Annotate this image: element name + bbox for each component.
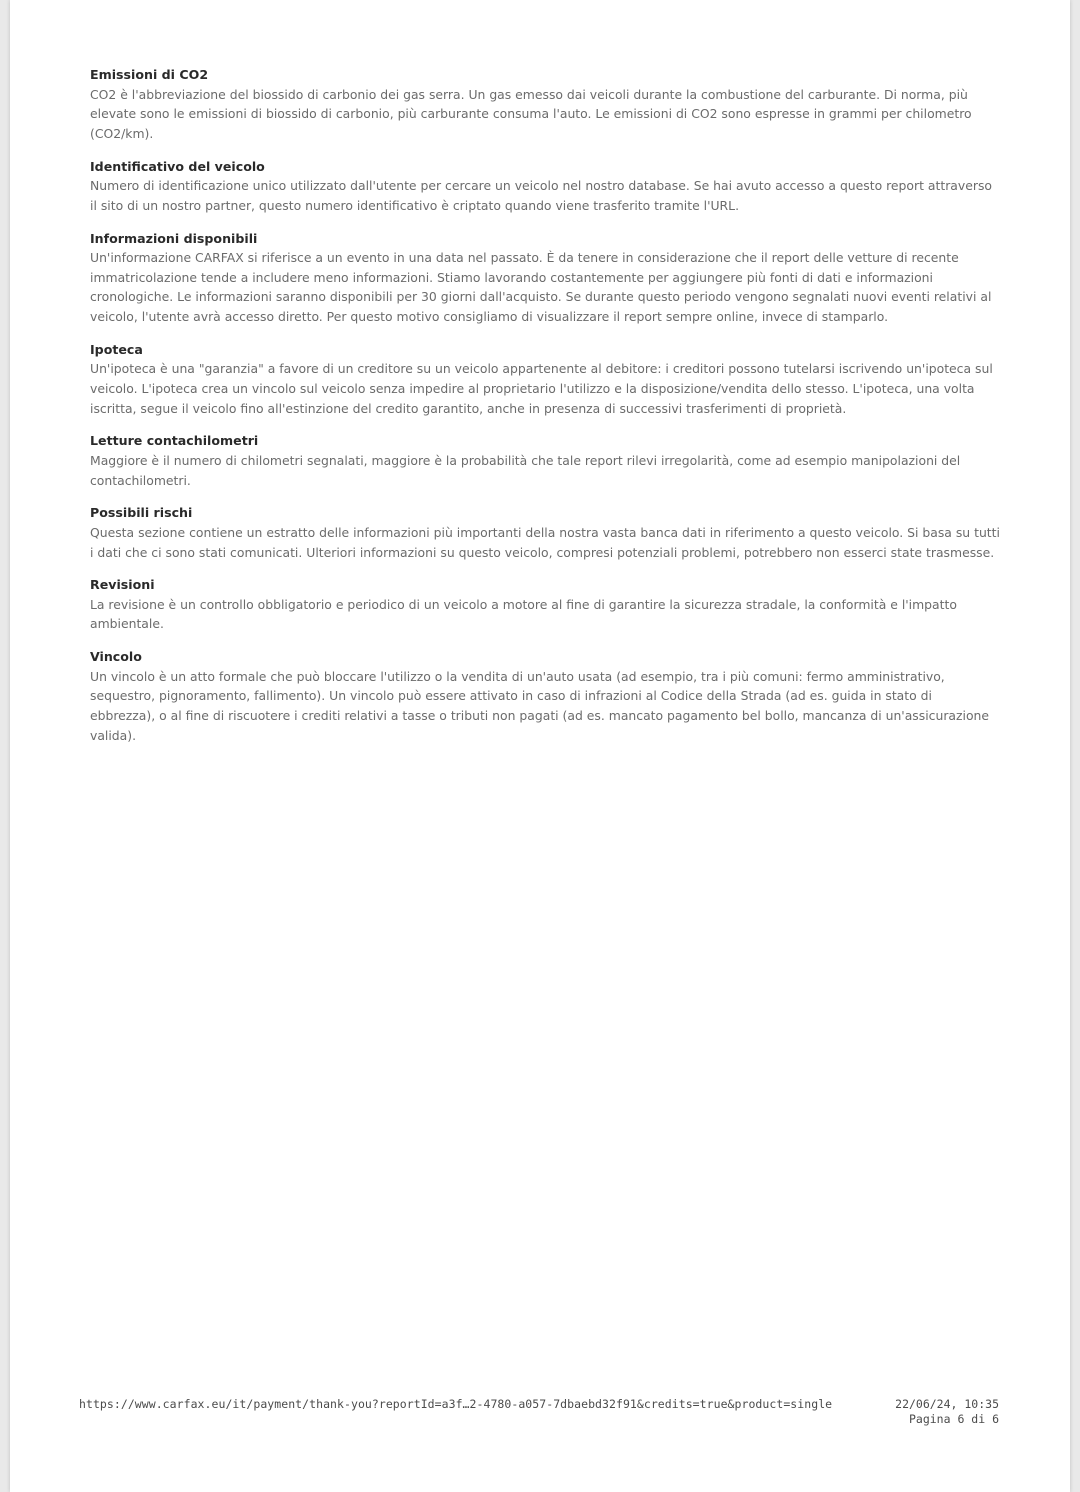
glossary-section-lien [90,647,1000,745]
section-text: Numero di identificazione unico utilizzato dall'utente per cercare un veicolo nel nostro database. Se hai avuto accesso a questo report attraverso il sito di un nostro partner, questo numero identificativo è criptato quando viene trasferito tramite l'URL. [90,178,992,213]
glossary-section-vehicle-id [90,157,1000,216]
glossary-section-odometer [90,431,1000,490]
glossary [90,65,1000,758]
section-text: CO2 è l'abbreviazione del biossido di carbonio dei gas serra. Un gas emesso dai veicoli durante la combustione del carburante. Di norma, più elevate sono le emissioni di biossido di carbonio, più carburante consuma l'auto. Le emissioni di CO2 sono espresse in grammi per chilometro (CO2/km). [90,86,972,141]
footer-meta [895,1397,999,1427]
glossary-section-inspections [90,575,1000,634]
section-title: Vincolo [90,649,142,665]
section-text: Un'ipoteca è una "garanzia" a favore di un creditore su un veicolo appartenente al debitore: i creditori possono tutelarsi iscrivendo un'ipoteca sul veicolo. L'ipoteca crea un vincolo sul veicolo senza impedire al proprietario l'utilizzo e la disposizione/vendita dello stesso. L'ipoteca, una volta iscritta, segue il veicolo fino all'estinzione del credito garantito, anche in presenza di successivi trasferimenti di proprietà. [90,361,993,416]
section-text: Un vincolo è un atto formale che può bloccare l'utilizzo o la vendita di un'auto usata (ad esempio, tra i più comuni: fermo amministrativo, sequestro, pignoramento, fallimento). Un vincolo può essere attivato in caso di infrazioni al Codice della Strada (ad es. guida in stato di ebbrezza), o al fine di riscuotere i crediti relativi a tasse o tributi non pagati (ad es. mancato pagamento bel bollo, mancanza di un'assicurazione valida). [90,668,990,743]
glossary-section-co2 [90,65,1000,144]
section-text: Maggiore è il numero di chilometri segnalati, maggiore è la probabilità che tale report rilevi irregolarità, come ad esempio manipolazioni del contachilometri. [90,452,961,488]
glossary-section-available-info [90,229,1000,327]
section-title: Revisioni [90,577,155,593]
glossary-section-mortgage [90,340,1000,419]
section-title: Possibili rischi [90,505,193,521]
section-title: Informazioni disponibili [90,230,258,246]
section-title: Identificativo del veicolo [90,158,265,174]
section-text: Questa sezione contiene un estratto delle informazioni più importanti della nostra vasta banca dati in riferimento a questo veicolo. Si basa su tutti i dati che ci sono stati comunicati. Ulteriori informazioni su questo veicolo, compresi potenziali problemi, potrebbero non esserci state trasmesse. [90,524,1000,560]
section-title: Ipoteca [90,341,143,357]
section-text: La revisione è un controllo obbligatorio e periodico di un veicolo a motore al fine di garantire la sicurezza stradale, la conformità e l'impatto ambientale. [90,596,957,632]
section-title: Letture contachilometri [90,433,259,449]
footer-url: https://www.carfax.eu/it/payment/thank-you?reportId=a3f…2-4780-a057-7dbaebd32f91&credits=true&product=single [79,1397,833,1411]
document-page [10,0,1070,1492]
footer-datetime: 22/06/24, 10:35 [895,1397,999,1411]
footer-page-number: Pagina 6 di 6 [908,1412,999,1426]
section-text: Un'informazione CARFAX si riferisce a un evento in una data nel passato. È da tenere in considerazione che il report delle vetture di recente immatricolazione tende a includere meno informazioni. Stiamo lavorando costantemente per aggiungere più fonti di dati e informazioni cronologiche. Le informazioni saranno disponibili per 30 giorni dall'acquisto. Se durante questo periodo vengono segnalati nuovi eventi relativi al veicolo, l'utente avrà accesso diretto. Per questo motivo consigliamo di visualizzare il report sempre online, invece di stamparlo. [90,250,992,325]
glossary-section-risks [90,503,1000,562]
section-title: Emissioni di CO2 [90,67,209,82]
